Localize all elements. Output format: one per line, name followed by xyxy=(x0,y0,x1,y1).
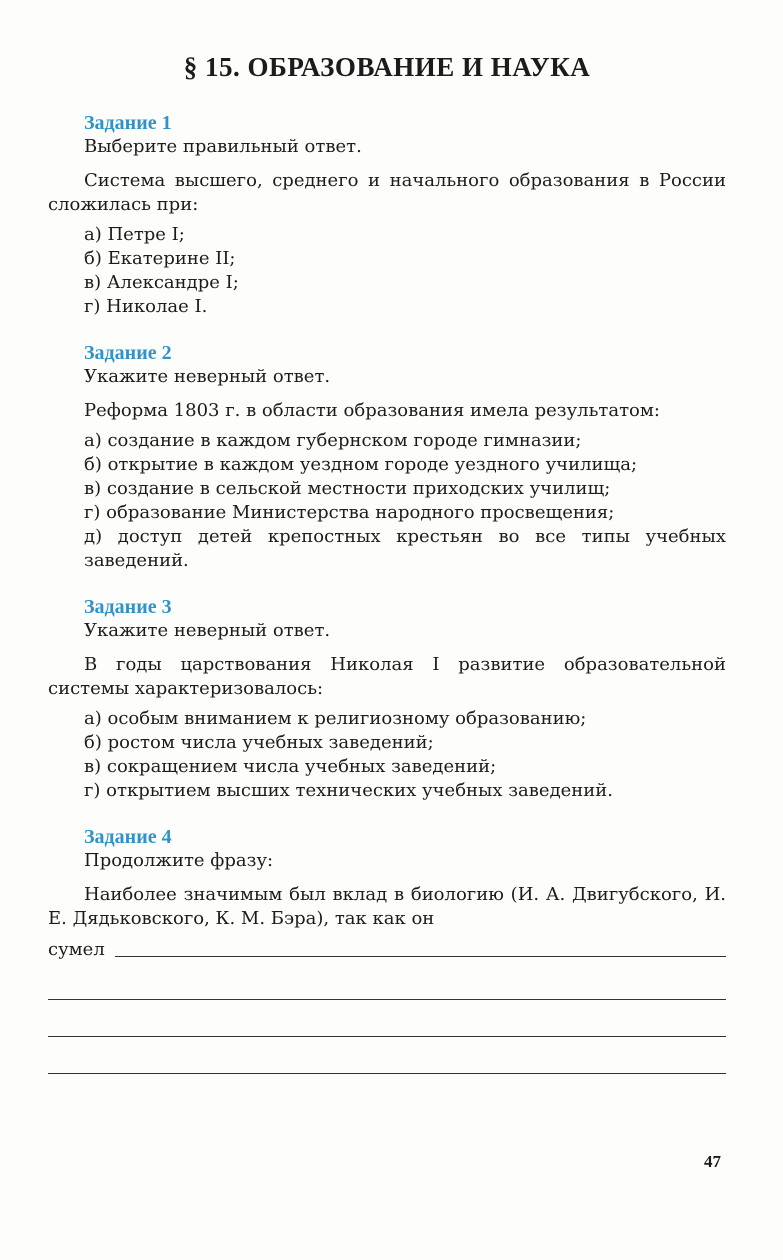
answer-option-d[interactable]: г) Николае I. xyxy=(84,296,208,317)
answer-blank-line[interactable] xyxy=(48,1000,726,1037)
task-instruction: Выберите правильный ответ. xyxy=(84,136,362,157)
answer-option-a[interactable]: а) создание в каждом губернском городе гимназии; xyxy=(84,430,582,451)
task-question: В годы царствования Николая I развитие образовательной системы характеризовалось: xyxy=(48,654,726,699)
answer-option-b[interactable]: б) открытие в каждом уездном городе уездного училища; xyxy=(84,454,638,475)
task-title: Задание 1 xyxy=(84,112,172,134)
task-title: Задание 4 xyxy=(84,826,172,848)
task-question: Реформа 1803 г. в области образования имела результатом: xyxy=(84,400,660,421)
answer-options xyxy=(48,429,726,573)
task-instruction: Продолжите фразу: xyxy=(84,850,274,871)
textbook-page xyxy=(48,52,726,1096)
answer-blank-line[interactable] xyxy=(48,1037,726,1074)
answer-options xyxy=(48,707,726,803)
task-3 xyxy=(48,595,726,803)
answer-option-a[interactable]: а) Петре I; xyxy=(84,224,185,245)
answer-blank-line[interactable] xyxy=(48,963,726,1000)
task-question: Система высшего, среднего и начального образования в России сложилась при: xyxy=(48,170,726,215)
task-4 xyxy=(48,825,726,1074)
answer-option-b[interactable]: б) ростом числа учебных заведений; xyxy=(84,732,434,753)
page-number: 47 xyxy=(704,1152,721,1171)
answer-option-c[interactable]: в) сокращением числа учебных заведений; xyxy=(84,756,497,777)
answer-option-b[interactable]: б) Екатерине II; xyxy=(84,248,236,269)
task-instruction: Укажите неверный ответ. xyxy=(84,620,331,641)
answer-option-e[interactable]: д) доступ детей крепостных крестьян во все типы учебных заведений. xyxy=(84,526,726,571)
answer-option-c[interactable]: в) Александре I; xyxy=(84,272,239,293)
fill-prefix: сумел xyxy=(48,939,105,960)
answer-fill-line[interactable] xyxy=(48,937,726,963)
answer-blank[interactable] xyxy=(115,956,726,957)
task-title: Задание 2 xyxy=(84,342,172,364)
task-title: Задание 3 xyxy=(84,596,172,618)
answer-option-d[interactable]: г) открытием высших технических учебных заведений. xyxy=(84,780,614,801)
answer-option-d[interactable]: г) образование Министерства народного просвещения; xyxy=(84,502,615,523)
task-2 xyxy=(48,341,726,573)
section-title: § 15. ОБРАЗОВАНИЕ И НАУКА xyxy=(183,52,591,82)
answer-option-a[interactable]: а) особым вниманием к религиозному образованию; xyxy=(84,708,587,729)
answer-option-c[interactable]: в) создание в сельской местности приходских училищ; xyxy=(84,478,611,499)
answer-options xyxy=(48,223,726,319)
task-1 xyxy=(48,111,726,319)
task-question: Наиболее значимым был вклад в биологию (И. А. Двигубского, И. Е. Дядьковского, К. М. Бэра), так как он xyxy=(48,884,726,929)
task-instruction: Укажите неверный ответ. xyxy=(84,366,331,387)
